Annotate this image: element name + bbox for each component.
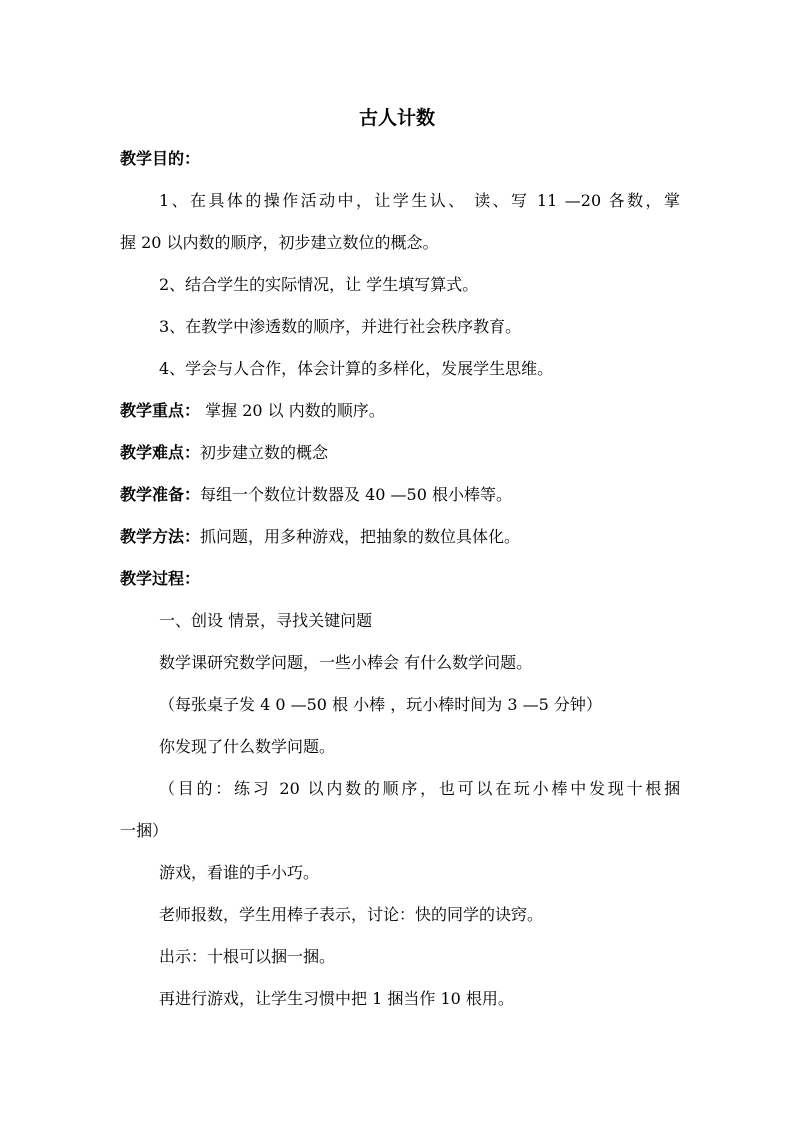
difficulty-label: 教学难点： [120,443,201,462]
process-line-7: 游戏，看谁的手小巧。 [159,863,320,882]
process-heading: 教学过程： [120,569,201,588]
process-line-2: 数学课研究数学问题，一些小棒会 有什么数学问题。 [159,653,533,672]
key-point-label: 教学重点： [120,401,201,420]
objective-item-2: 2、结合学生的实际情况，让 学生填写算式。 [159,275,479,294]
page-title: 古人计数 [358,107,435,129]
method-text: 抓问题，用多种游戏，把抽象的数位具体化。 [200,527,521,546]
objective-item-1-line-2: 握 20 以内数的顺序，初步建立数位的概念。 [120,233,439,252]
preparation-text: 每组一个数位计数器及 40 —50 根小棒等。 [200,485,512,504]
objectives-heading: 教学目的： [120,149,201,168]
key-point-row [120,398,680,424]
process-line-3: （每张桌子发 4 0 —50 根 小棒 ，玩小棒时间为 3 —5 分钟） [159,695,602,714]
difficulty-row [120,440,680,466]
process-line-9: 出示：十根可以捆一捆。 [159,947,336,966]
key-point-text: 掌握 20 以 内数的顺序。 [200,401,385,420]
process-line-10: 再进行游戏，让学生习惯中把 1 捆当作 10 根用。 [159,989,514,1008]
process-line-6: 一捆） [120,821,169,840]
process-line-4: 你发现了什么数学问题。 [159,737,336,756]
preparation-label: 教学准备： [120,485,201,504]
preparation-row [120,482,680,508]
process-line-8: 老师报数，学生用棒子表示，讨论：快的同学的诀窍。 [159,905,544,924]
difficulty-text: 初步建立数的概念 [200,443,329,462]
objective-item-3: 3、在教学中渗透数的顺序，并进行社会秩序教育。 [159,317,522,336]
objective-item-4: 4、学会与人合作，体会计算的多样化，发展学生思维。 [159,359,554,378]
process-line-5: （目的：练习 20 以内数的顺序，也可以在玩小棒中发现十根捆 [159,779,680,798]
process-line-1: 一、创设 情景，寻找关键问题 [159,611,373,630]
method-row [120,524,680,550]
method-label: 教学方法： [120,527,201,546]
objective-item-1-line-1: 1、在具体的操作活动中，让学生认、 读、写 11 —20 各数，掌 [159,191,680,210]
